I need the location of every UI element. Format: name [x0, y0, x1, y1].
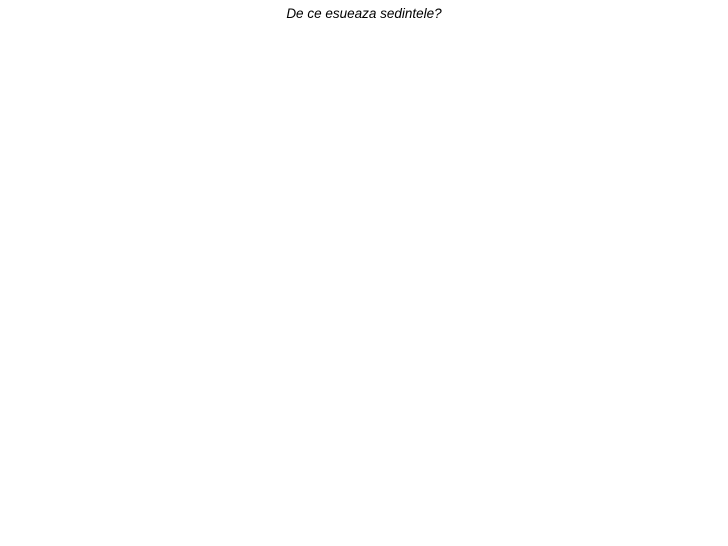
- page-title: De ce esueaza sedintele?: [286, 6, 442, 21]
